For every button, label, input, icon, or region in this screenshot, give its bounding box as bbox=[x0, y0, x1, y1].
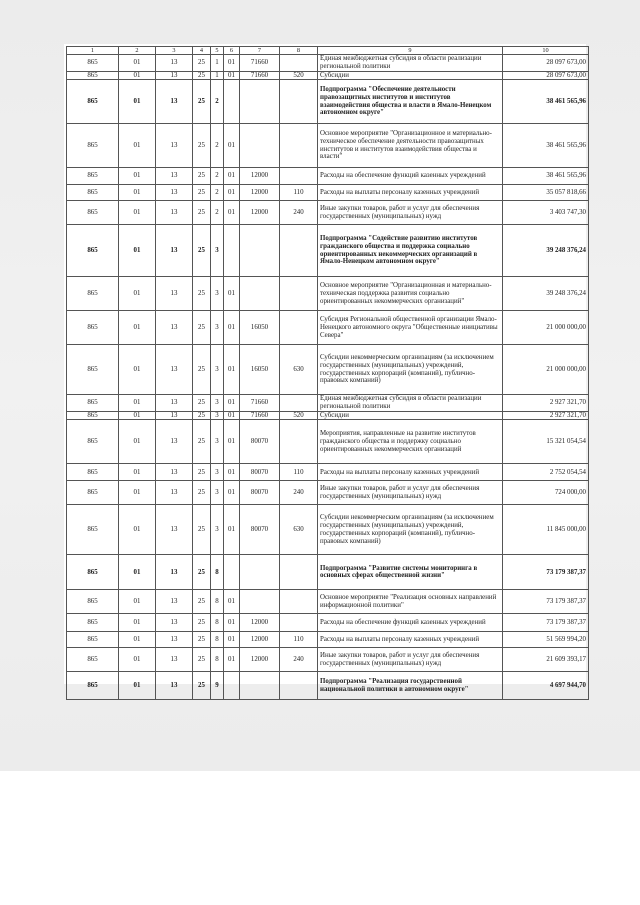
cell-code-865: 865 bbox=[67, 395, 119, 411]
cell-amount: 28 097 673,00 bbox=[503, 55, 589, 71]
cell-subprogram: 2 bbox=[211, 185, 224, 201]
cell-event bbox=[224, 225, 240, 277]
cell-subsection: 13 bbox=[156, 505, 193, 555]
cell-subprogram: 1 bbox=[211, 55, 224, 71]
table-row bbox=[67, 505, 589, 555]
cell-description: Расходы на обеспечение функций казенных учреждений bbox=[318, 168, 503, 185]
cell-subprogram: 8 bbox=[211, 555, 224, 590]
cell-direction: 80070 bbox=[240, 505, 280, 555]
cell-code-865: 865 bbox=[67, 71, 119, 80]
cell-subsection: 13 bbox=[156, 632, 193, 648]
cell-section: 01 bbox=[119, 225, 156, 277]
cell-amount: 73 179 387,37 bbox=[503, 590, 589, 614]
table-row bbox=[67, 80, 589, 124]
cell-expense-type: 240 bbox=[280, 648, 318, 672]
cell-direction: 12000 bbox=[240, 614, 280, 632]
cell-description: Субсидии bbox=[318, 411, 503, 420]
cell-expense-type: 110 bbox=[280, 632, 318, 648]
cell-subsection: 13 bbox=[156, 185, 193, 201]
cell-program: 25 bbox=[193, 124, 211, 168]
cell-program: 25 bbox=[193, 481, 211, 505]
cell-code-865: 865 bbox=[67, 420, 119, 464]
cell-direction bbox=[240, 124, 280, 168]
cell-description: Субсидия Региональной общественной организации Ямало-Ненецкого автономного округа "Общественные инициативы Севера" bbox=[318, 311, 503, 345]
cell-subsection: 13 bbox=[156, 311, 193, 345]
cell-description: Подпрограмма "Обеспечение деятельности правозащитных институтов и институтов взаимодействия общества и власти в Ямало-Ненецком автономном округе" bbox=[318, 80, 503, 124]
cell-section: 01 bbox=[119, 555, 156, 590]
cell-subprogram: 3 bbox=[211, 464, 224, 481]
table-row bbox=[67, 464, 589, 481]
cell-expense-type bbox=[280, 311, 318, 345]
cell-amount: 38 461 565,96 bbox=[503, 168, 589, 185]
cell-amount: 21 609 393,17 bbox=[503, 648, 589, 672]
cell-direction: 80070 bbox=[240, 420, 280, 464]
cell-subsection: 13 bbox=[156, 672, 193, 700]
cell-amount: 2 752 054,54 bbox=[503, 464, 589, 481]
cell-event: 01 bbox=[224, 201, 240, 225]
cell-program: 25 bbox=[193, 632, 211, 648]
cell-code-865: 865 bbox=[67, 648, 119, 672]
cell-program: 25 bbox=[193, 71, 211, 80]
cell-section: 01 bbox=[119, 55, 156, 71]
cell-subprogram: 3 bbox=[211, 505, 224, 555]
cell-event bbox=[224, 672, 240, 700]
cell-subprogram: 3 bbox=[211, 225, 224, 277]
cell-expense-type bbox=[280, 55, 318, 71]
cell-description: Субсидии некоммерческим организациям (за исключением государственных (муниципальных) учреждений, государственных корпораций (компаний), публично-правовых компаний) bbox=[318, 505, 503, 555]
cell-amount: 39 248 376,24 bbox=[503, 225, 589, 277]
table-row bbox=[67, 124, 589, 168]
cell-description: Субсидии bbox=[318, 71, 503, 80]
cell-subprogram: 8 bbox=[211, 590, 224, 614]
cell-event: 01 bbox=[224, 185, 240, 201]
table-row bbox=[67, 71, 589, 80]
column-header: 3 bbox=[156, 47, 193, 55]
cell-direction: 16050 bbox=[240, 345, 280, 395]
cell-section: 01 bbox=[119, 411, 156, 420]
cell-amount: 38 461 565,96 bbox=[503, 80, 589, 124]
cell-direction: 12000 bbox=[240, 168, 280, 185]
cell-direction: 71660 bbox=[240, 55, 280, 71]
cell-amount: 39 248 376,24 bbox=[503, 277, 589, 311]
cell-amount: 35 057 818,66 bbox=[503, 185, 589, 201]
cell-program: 25 bbox=[193, 395, 211, 411]
budget-table bbox=[66, 46, 589, 700]
cell-event: 01 bbox=[224, 395, 240, 411]
cell-subsection: 13 bbox=[156, 411, 193, 420]
table-row bbox=[67, 168, 589, 185]
cell-amount: 724 000,00 bbox=[503, 481, 589, 505]
cell-subsection: 13 bbox=[156, 55, 193, 71]
cell-event: 01 bbox=[224, 614, 240, 632]
cell-description: Расходы на выплаты персоналу казенных учреждений bbox=[318, 632, 503, 648]
cell-expense-type bbox=[280, 277, 318, 311]
cell-section: 01 bbox=[119, 420, 156, 464]
cell-direction: 71660 bbox=[240, 411, 280, 420]
cell-direction: 12000 bbox=[240, 648, 280, 672]
cell-code-865: 865 bbox=[67, 505, 119, 555]
cell-description: Иные закупки товаров, работ и услуг для обеспечения государственных (муниципальных) нужд bbox=[318, 648, 503, 672]
cell-subsection: 13 bbox=[156, 277, 193, 311]
cell-program: 25 bbox=[193, 590, 211, 614]
table-row bbox=[67, 277, 589, 311]
cell-section: 01 bbox=[119, 80, 156, 124]
cell-direction: 71660 bbox=[240, 71, 280, 80]
cell-section: 01 bbox=[119, 672, 156, 700]
cell-program: 25 bbox=[193, 185, 211, 201]
table-row bbox=[67, 311, 589, 345]
cell-description: Подпрограмма "Содействие развитию институтов гражданского общества и поддержка социально ориентированных некоммерческих организаций в Ямало-Ненецком автономном округе" bbox=[318, 225, 503, 277]
cell-subsection: 13 bbox=[156, 464, 193, 481]
column-header: 6 bbox=[224, 47, 240, 55]
column-header: 8 bbox=[280, 47, 318, 55]
cell-subsection: 13 bbox=[156, 345, 193, 395]
cell-section: 01 bbox=[119, 395, 156, 411]
cell-description: Субсидии некоммерческим организациям (за исключением государственных (муниципальных) учреждений, государственных корпораций (компаний), публично-правовых компаний) bbox=[318, 345, 503, 395]
table-row bbox=[67, 672, 589, 700]
cell-direction bbox=[240, 80, 280, 124]
cell-subprogram: 3 bbox=[211, 420, 224, 464]
cell-code-865: 865 bbox=[67, 672, 119, 700]
cell-section: 01 bbox=[119, 311, 156, 345]
cell-subsection: 13 bbox=[156, 648, 193, 672]
table-row bbox=[67, 411, 589, 420]
cell-expense-type bbox=[280, 80, 318, 124]
cell-subprogram: 8 bbox=[211, 614, 224, 632]
cell-subprogram: 1 bbox=[211, 71, 224, 80]
table-body bbox=[67, 55, 589, 700]
cell-amount: 2 927 321,70 bbox=[503, 395, 589, 411]
cell-event: 01 bbox=[224, 55, 240, 71]
cell-subprogram: 2 bbox=[211, 124, 224, 168]
cell-subsection: 13 bbox=[156, 614, 193, 632]
column-header: 9 bbox=[318, 47, 503, 55]
cell-event: 01 bbox=[224, 124, 240, 168]
cell-direction bbox=[240, 225, 280, 277]
cell-description: Подпрограмма "Развитие системы мониторинга в основных сферах общественной жизни" bbox=[318, 555, 503, 590]
table-row bbox=[67, 614, 589, 632]
cell-code-865: 865 bbox=[67, 311, 119, 345]
cell-subsection: 13 bbox=[156, 168, 193, 185]
cell-description: Единая межбюджетная субсидия в области реализации региональной политики bbox=[318, 55, 503, 71]
column-header: 7 bbox=[240, 47, 280, 55]
cell-amount: 38 461 565,96 bbox=[503, 124, 589, 168]
cell-expense-type: 520 bbox=[280, 411, 318, 420]
column-header: 5 bbox=[211, 47, 224, 55]
table-row bbox=[67, 555, 589, 590]
cell-program: 25 bbox=[193, 648, 211, 672]
cell-expense-type: 630 bbox=[280, 345, 318, 395]
cell-code-865: 865 bbox=[67, 632, 119, 648]
table-row bbox=[67, 345, 589, 395]
cell-section: 01 bbox=[119, 632, 156, 648]
cell-subprogram: 3 bbox=[211, 481, 224, 505]
cell-program: 25 bbox=[193, 201, 211, 225]
cell-direction bbox=[240, 277, 280, 311]
cell-amount: 21 000 000,00 bbox=[503, 345, 589, 395]
cell-expense-type: 110 bbox=[280, 464, 318, 481]
cell-program: 25 bbox=[193, 345, 211, 395]
cell-event: 01 bbox=[224, 71, 240, 80]
cell-section: 01 bbox=[119, 481, 156, 505]
cell-direction: 80070 bbox=[240, 464, 280, 481]
column-header: 2 bbox=[119, 47, 156, 55]
cell-amount: 73 179 387,37 bbox=[503, 614, 589, 632]
cell-description: Иные закупки товаров, работ и услуг для обеспечения государственных (муниципальных) нужд bbox=[318, 481, 503, 505]
cell-expense-type bbox=[280, 168, 318, 185]
column-header: 10 bbox=[503, 47, 589, 55]
cell-program: 25 bbox=[193, 555, 211, 590]
cell-expense-type bbox=[280, 395, 318, 411]
column-header: 1 bbox=[67, 47, 119, 55]
cell-expense-type bbox=[280, 420, 318, 464]
cell-expense-type: 520 bbox=[280, 71, 318, 80]
cell-subsection: 13 bbox=[156, 420, 193, 464]
cell-program: 25 bbox=[193, 614, 211, 632]
cell-code-865: 865 bbox=[67, 168, 119, 185]
cell-subsection: 13 bbox=[156, 555, 193, 590]
cell-code-865: 865 bbox=[67, 201, 119, 225]
cell-subsection: 13 bbox=[156, 481, 193, 505]
cell-code-865: 865 bbox=[67, 464, 119, 481]
cell-description: Подпрограмма "Реализация государственной национальной политики в автономном округе" bbox=[318, 672, 503, 700]
cell-event: 01 bbox=[224, 168, 240, 185]
cell-direction: 16050 bbox=[240, 311, 280, 345]
cell-amount: 15 321 054,54 bbox=[503, 420, 589, 464]
cell-amount: 21 000 000,00 bbox=[503, 311, 589, 345]
cell-event: 01 bbox=[224, 345, 240, 395]
cell-program: 25 bbox=[193, 55, 211, 71]
cell-program: 25 bbox=[193, 420, 211, 464]
cell-subsection: 13 bbox=[156, 225, 193, 277]
cell-section: 01 bbox=[119, 590, 156, 614]
cell-direction bbox=[240, 672, 280, 700]
cell-event: 01 bbox=[224, 420, 240, 464]
cell-event: 01 bbox=[224, 648, 240, 672]
column-header: 4 bbox=[193, 47, 211, 55]
cell-program: 25 bbox=[193, 80, 211, 124]
cell-subprogram: 2 bbox=[211, 168, 224, 185]
cell-expense-type bbox=[280, 590, 318, 614]
cell-subprogram: 2 bbox=[211, 201, 224, 225]
cell-amount: 11 845 000,00 bbox=[503, 505, 589, 555]
cell-expense-type bbox=[280, 225, 318, 277]
cell-subprogram: 2 bbox=[211, 80, 224, 124]
cell-event bbox=[224, 80, 240, 124]
cell-section: 01 bbox=[119, 124, 156, 168]
cell-amount: 2 927 321,70 bbox=[503, 411, 589, 420]
cell-section: 01 bbox=[119, 201, 156, 225]
cell-event bbox=[224, 555, 240, 590]
table-row bbox=[67, 632, 589, 648]
cell-program: 25 bbox=[193, 311, 211, 345]
cell-code-865: 865 bbox=[67, 225, 119, 277]
cell-subprogram: 8 bbox=[211, 648, 224, 672]
cell-subsection: 13 bbox=[156, 201, 193, 225]
cell-code-865: 865 bbox=[67, 185, 119, 201]
cell-amount: 73 179 387,37 bbox=[503, 555, 589, 590]
cell-code-865: 865 bbox=[67, 345, 119, 395]
cell-program: 25 bbox=[193, 277, 211, 311]
cell-event: 01 bbox=[224, 464, 240, 481]
cell-direction: 71660 bbox=[240, 395, 280, 411]
cell-code-865: 865 bbox=[67, 411, 119, 420]
cell-section: 01 bbox=[119, 277, 156, 311]
cell-event: 01 bbox=[224, 277, 240, 311]
table-row bbox=[67, 590, 589, 614]
cell-subprogram: 3 bbox=[211, 311, 224, 345]
cell-subsection: 13 bbox=[156, 80, 193, 124]
cell-code-865: 865 bbox=[67, 481, 119, 505]
cell-program: 25 bbox=[193, 672, 211, 700]
cell-section: 01 bbox=[119, 614, 156, 632]
cell-description: Иные закупки товаров, работ и услуг для обеспечения государственных (муниципальных) нужд bbox=[318, 201, 503, 225]
cell-expense-type bbox=[280, 672, 318, 700]
cell-description: Основное мероприятие "Реализация основных направлений информационной политики" bbox=[318, 590, 503, 614]
cell-section: 01 bbox=[119, 71, 156, 80]
cell-code-865: 865 bbox=[67, 277, 119, 311]
cell-subsection: 13 bbox=[156, 590, 193, 614]
cell-section: 01 bbox=[119, 345, 156, 395]
cell-subsection: 13 bbox=[156, 395, 193, 411]
cell-expense-type: 240 bbox=[280, 201, 318, 225]
cell-event: 01 bbox=[224, 505, 240, 555]
cell-amount: 51 569 994,20 bbox=[503, 632, 589, 648]
cell-amount: 4 697 944,70 bbox=[503, 672, 589, 700]
cell-section: 01 bbox=[119, 505, 156, 555]
table-row bbox=[67, 420, 589, 464]
table-row bbox=[67, 201, 589, 225]
cell-direction: 12000 bbox=[240, 185, 280, 201]
cell-expense-type: 110 bbox=[280, 185, 318, 201]
cell-program: 25 bbox=[193, 464, 211, 481]
cell-description: Единая межбюджетная субсидия в области реализации региональной политики bbox=[318, 395, 503, 411]
table-row bbox=[67, 185, 589, 201]
cell-direction: 12000 bbox=[240, 632, 280, 648]
table-row bbox=[67, 225, 589, 277]
cell-direction bbox=[240, 555, 280, 590]
cell-direction: 80070 bbox=[240, 481, 280, 505]
table-row bbox=[67, 481, 589, 505]
cell-expense-type bbox=[280, 124, 318, 168]
cell-code-865: 865 bbox=[67, 80, 119, 124]
cell-subsection: 13 bbox=[156, 124, 193, 168]
cell-expense-type bbox=[280, 614, 318, 632]
cell-code-865: 865 bbox=[67, 590, 119, 614]
cell-program: 25 bbox=[193, 411, 211, 420]
cell-description: Основное мероприятие "Организационное и материально-техническое обеспечение деятельности правозащитных институтов и институтов взаимодействия общества и власти" bbox=[318, 124, 503, 168]
table-row bbox=[67, 395, 589, 411]
cell-program: 25 bbox=[193, 168, 211, 185]
cell-code-865: 865 bbox=[67, 614, 119, 632]
cell-program: 25 bbox=[193, 505, 211, 555]
cell-description: Расходы на выплаты персоналу казенных учреждений bbox=[318, 185, 503, 201]
cell-section: 01 bbox=[119, 168, 156, 185]
cell-description: Расходы на выплаты персоналу казенных учреждений bbox=[318, 464, 503, 481]
header-row bbox=[67, 47, 589, 55]
cell-section: 01 bbox=[119, 185, 156, 201]
cell-program: 25 bbox=[193, 225, 211, 277]
table-row bbox=[67, 648, 589, 672]
cell-subsection: 13 bbox=[156, 71, 193, 80]
cell-code-865: 865 bbox=[67, 555, 119, 590]
cell-event: 01 bbox=[224, 632, 240, 648]
cell-direction: 12000 bbox=[240, 201, 280, 225]
cell-event: 01 bbox=[224, 311, 240, 345]
cell-subprogram: 3 bbox=[211, 277, 224, 311]
cell-event: 01 bbox=[224, 481, 240, 505]
cell-expense-type bbox=[280, 555, 318, 590]
cell-subprogram: 8 bbox=[211, 632, 224, 648]
cell-subprogram: 9 bbox=[211, 672, 224, 700]
table-row bbox=[67, 55, 589, 71]
cell-event: 01 bbox=[224, 590, 240, 614]
cell-amount: 3 403 747,30 bbox=[503, 201, 589, 225]
cell-expense-type: 630 bbox=[280, 505, 318, 555]
cell-section: 01 bbox=[119, 464, 156, 481]
cell-subprogram: 3 bbox=[211, 345, 224, 395]
cell-description: Основное мероприятие "Организационная и материально-техническая поддержка развития социально ориентированных некоммерческих организаций" bbox=[318, 277, 503, 311]
cell-code-865: 865 bbox=[67, 55, 119, 71]
cell-amount: 28 097 673,00 bbox=[503, 71, 589, 80]
cell-description: Расходы на обеспечение функций казенных учреждений bbox=[318, 614, 503, 632]
cell-subprogram: 3 bbox=[211, 411, 224, 420]
cell-direction bbox=[240, 590, 280, 614]
cell-description: Мероприятия, направленные на развитие институтов гражданского общества и поддержку социально ориентированных некоммерческих организаций bbox=[318, 420, 503, 464]
cell-expense-type: 240 bbox=[280, 481, 318, 505]
cell-subprogram: 3 bbox=[211, 395, 224, 411]
cell-code-865: 865 bbox=[67, 124, 119, 168]
cell-section: 01 bbox=[119, 648, 156, 672]
cell-event: 01 bbox=[224, 411, 240, 420]
